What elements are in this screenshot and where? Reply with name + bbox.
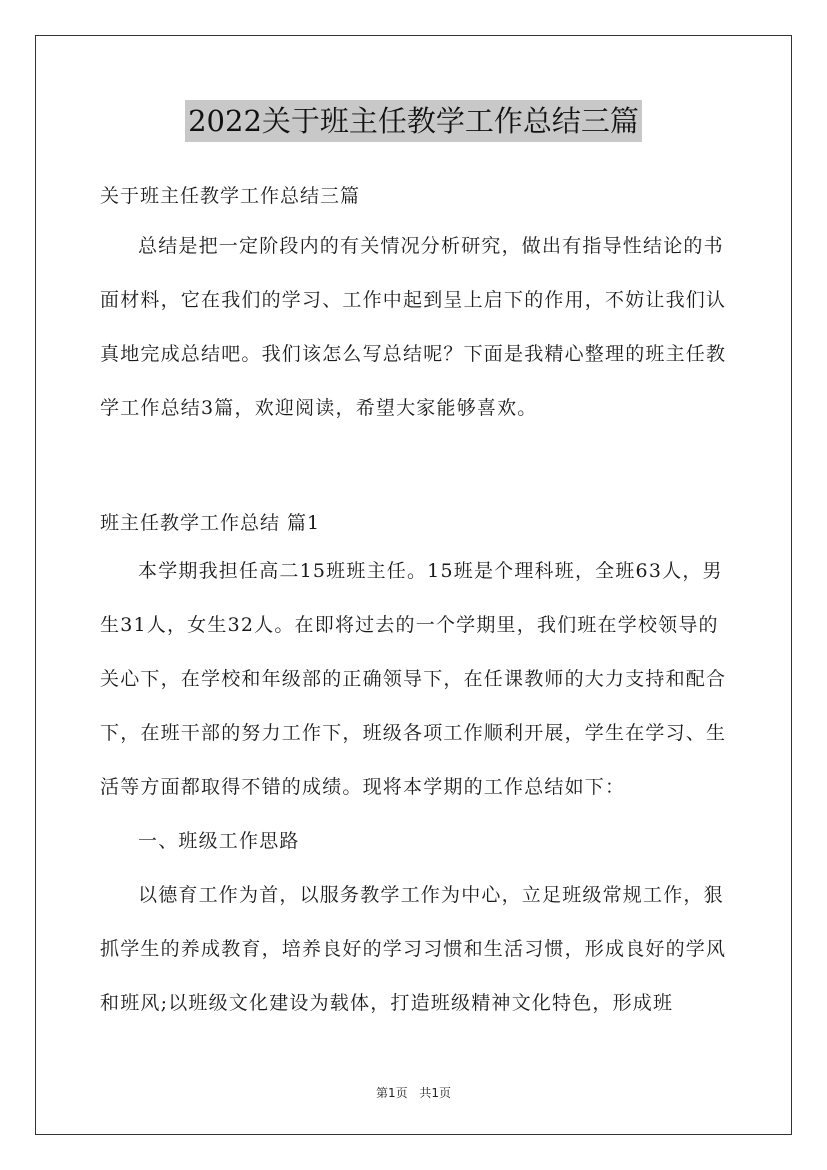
body-paragraph: 以德育工作为首，以服务教学工作为中心，立足班级常规工作，狠抓学生的养成教育，培养良好的学习习惯和生活习惯，形成良好的学风和班风;以班级文化建设为载体，打造班级精神文化特色，形成班 [100,884,727,1014]
document-subtitle: 关于班主任教学工作总结三篇 [100,185,361,207]
document-title: 2022关于班主任教学工作总结三篇 [185,100,642,142]
section-heading: 班主任教学工作总结 篇1 [100,512,321,534]
page-number: 第1页 [375,1086,408,1100]
title-container [0,100,827,142]
page-total: 共1页 [419,1086,452,1100]
intro-paragraph: 总结是把一定阶段内的有关情况分析研究，做出有指导性结论的书面材料，它在我们的学习、工作中起到呈上启下的作用，不妨让我们认真地完成总结吧。我们该怎么写总结呢？下面是我精心整理的班主任教学工作总结3篇，欢迎阅读，希望大家能够喜欢。 [100,235,727,419]
section1-body [100,544,730,1030]
sub-heading: 一、班级工作思路 [138,830,300,852]
page-footer [0,1084,827,1101]
intro-block [100,219,730,435]
body-paragraph: 本学期我担任高二15班班主任。15班是个理科班，全班63人，男生31人，女生32人。在即将过去的一个学期里，我们班在学校领导的关心下，在学校和年级部的正确领导下，在任课教师的大力支持和配合下，在班干部的努力工作下，班级各项工作顺利开展，学生在学习、生活等方面都取得不错的成绩。现将本学期的工作总结如下： [100,560,727,798]
